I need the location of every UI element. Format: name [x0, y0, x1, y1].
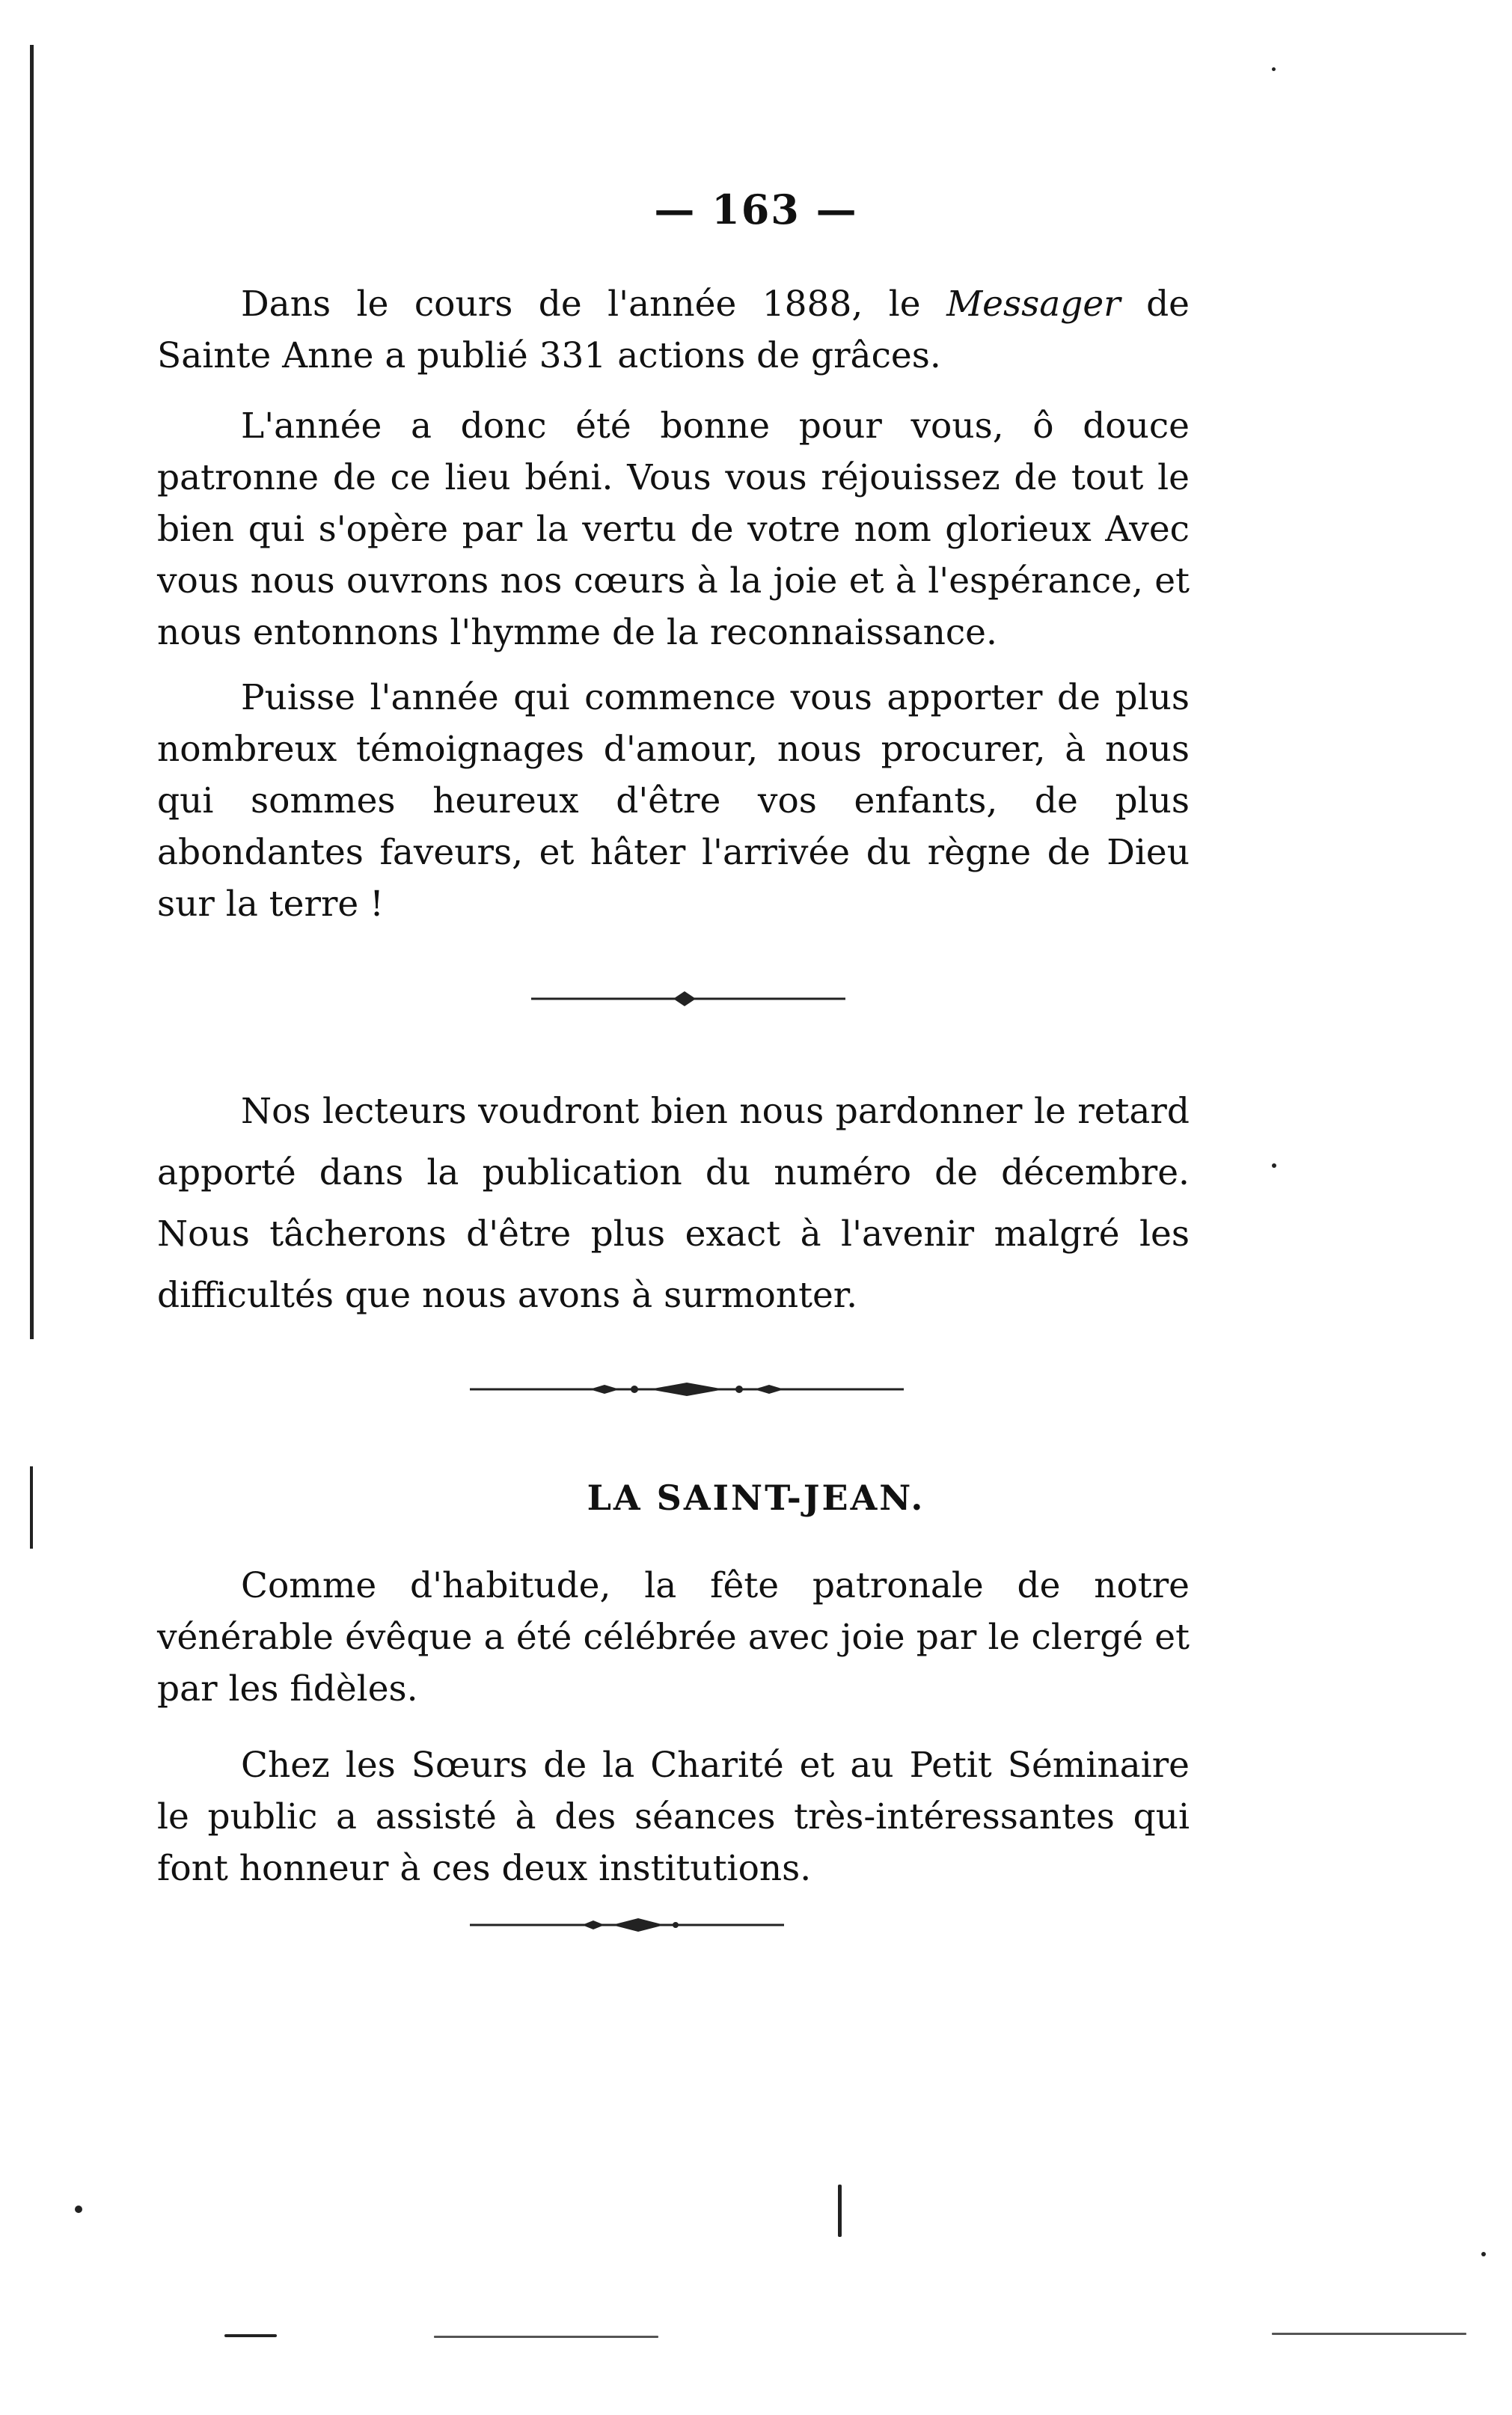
- paragraph-good-year: L'année a donc été bonne pour vous, ô douce patronne de ce lieu béni. Vous vous réjouissez de tout le bien qui s'opère par la vertu de votre nom glorieux Avec vous nous ouvrons nos cœurs à la joie et à l'espérance, et nous entonnons l'hymme de la reconnaissance.: [157, 405, 1190, 653]
- scan-speck: [1481, 2252, 1486, 2256]
- divider-ornament-fancy: [470, 1378, 904, 1401]
- scan-speck: [434, 2336, 658, 2338]
- journal-title: Messager: [946, 284, 1121, 325]
- scan-speck: [1272, 67, 1276, 71]
- scan-speck: [75, 2206, 82, 2213]
- scan-speck: [1272, 1163, 1276, 1168]
- scan-speck: [224, 2334, 277, 2337]
- paragraph-text: Dans le cours de l'année 1888, le: [241, 284, 947, 325]
- paragraph-new-year-wishes: Puisse l'année qui commence vous apporter de plus nombreux témoignages d'amour, nous procurer, à nous qui sommes heureux d'être vos enfants, de plus abondantes faveurs, et hâter l'arrivée du règne de Dieu sur la terre !: [157, 677, 1190, 925]
- paragraph-bishop-feast: Comme d'habitude, la fête patronale de notre vénérable évêque a été célébrée avec joie par le clergé et par les fidèles.: [157, 1565, 1190, 1710]
- binding-edge-line: [30, 45, 34, 1339]
- scan-speck: [1272, 2333, 1466, 2335]
- paragraph-text-end: de Sainte Anne a publié 331 actions de grâces.: [157, 284, 1190, 376]
- paragraph-annual-graces: [157, 278, 1190, 382]
- scan-speck: [838, 2185, 842, 2237]
- page-number: — 163 —: [654, 186, 858, 233]
- paragraph-apology-delay: Nos lecteurs voudront bien nous pardonner le retard apporté dans la publication du numéro de décembre. Nous tâcherons d'être plus exact à l'avenir malgré les difficultés que nous avons à surmonter.: [157, 1091, 1190, 1316]
- paragraph-sisters-seminary: Chez les Sœurs de la Charité et au Petit Séminaire le public a assisté à des séances très-intéressantes qui font honneur à ces deux institutions.: [157, 1745, 1190, 1889]
- divider-ornament: [531, 988, 845, 1010]
- section-heading: LA SAINT-JEAN.: [587, 1478, 925, 1518]
- divider-ornament-small: [470, 1914, 784, 1936]
